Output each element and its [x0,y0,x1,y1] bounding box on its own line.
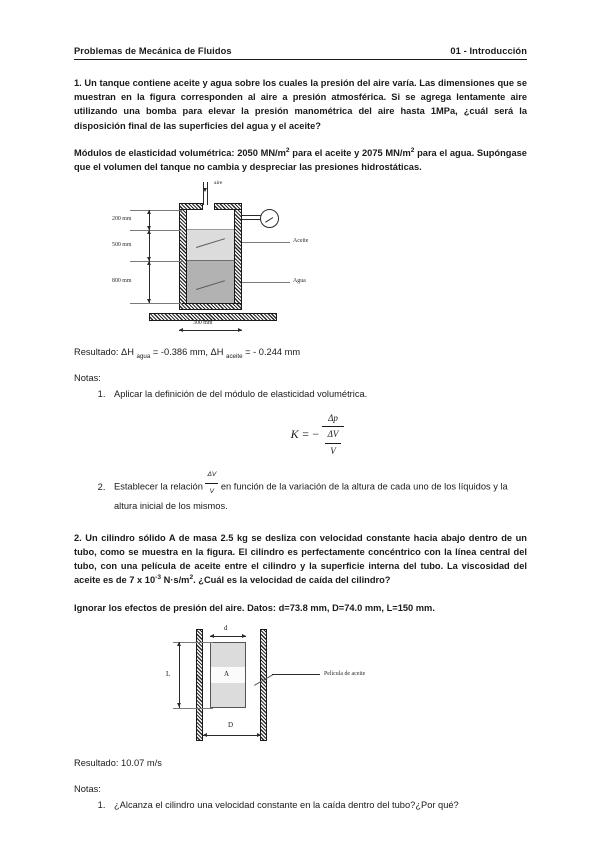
problem-1-moduli [74,146,527,174]
problem-2-notas-list [74,798,527,814]
dim-d-label: d [224,623,228,632]
oil-label: Aceite [293,238,309,245]
bulk-modulus-formula [108,411,527,460]
air-region [187,210,234,230]
problem-1-notas-label: Notas: [74,373,101,384]
modulus-oil-units-exponent: 2 [285,146,290,154]
moduli-suffix: para el agua. Supóngase que el volumen del tanque no cambia y despreciar las presiones hidrostáticas. [74,147,527,173]
air-label: aire [214,180,223,187]
dim-line-D [203,735,261,736]
nota-2-fraction [205,467,218,499]
dim-d-arrow-left-icon [210,634,214,638]
cylinder-label-A: A [224,669,230,678]
ext-line-1 [130,210,182,211]
problem-2-units-exponent: 2 [189,574,194,582]
page-content [74,46,527,815]
result-1-prefix: Resultado: ΔH [74,347,137,358]
problem-2-text-2: N·s/m [161,575,190,586]
oil-film-label: Película de aceite [324,670,366,677]
problem-2-notas-label: Notas: [74,783,101,794]
result-1-sub-aceite: aceite [226,353,243,361]
dim-width-arrow-left-icon [179,328,183,332]
problem-1-statement [74,76,527,133]
formula-inner-denominator: V [325,443,342,460]
dim-water-arrow-up-icon [147,261,151,265]
dim-d-arrow-right-icon [242,634,246,638]
tank-top-left [179,203,203,210]
dim-D-arrow-right-icon [257,733,261,737]
dim-water-label: 800 mm [112,278,132,285]
problem-2-data-line: Ignorar los efectos de presión del aire. Datos: d=73.8 mm, D=74.0 mm, L=150 mm. [74,602,435,613]
dim-line-water [149,261,150,303]
result-1-mid: = -0.386 mm, ΔH [150,347,227,358]
problem-2-text-1: Un cilindro sólido A de masa 2.5 kg se desliza con velocidad constante hacia abajo dentro de un tubo, como se muestra en la figura. El cilindro es perfectamente concéntrico con la línea central del tubo, con una película de aceite entre el cilindro y la superficie interna del tubo. La viscosidad del aceite es de 7 x 10 [74,532,527,586]
ext-line-4 [130,303,182,304]
ext-line-3 [130,261,182,262]
tank-wall-left [179,203,187,310]
figure-tank [74,180,527,334]
moduli-mid: para el aceite y [289,147,363,158]
formula-inner-numerator: ΔV [327,429,339,440]
problem-2-nota-1: 1. ¿Alcanza el cilindro una velocidad constante en la caída dentro del tubo?¿Por qué? [108,798,527,814]
dim-L-label: L [166,669,171,678]
problem-2-statement [74,531,527,588]
tank-wall-right [234,203,242,310]
result-1-sub-agua: agua [136,353,151,361]
problem-1-number: 1. [74,78,82,88]
formula-main-fraction [322,411,345,460]
modulus-water-units: MN/m [382,147,411,158]
problem-1-nota-1: 1. Aplicar la definición de del módulo de elasticidad volumétrica. [108,387,527,403]
formula-numerator: Δp [328,412,338,423]
dim-width-arrow-right-icon [238,328,242,332]
modulus-oil-value: 2050 [237,147,258,158]
dim-oil-label: 500 mm [112,242,132,249]
moduli-prefix: Módulos de elasticidad volumétrica: [74,147,238,158]
modulus-oil-units: MN/m [257,147,286,158]
modulus-water-value: 2075 [362,147,383,158]
nota-2-part-1: Establecer la relación [114,481,206,492]
problem-2-text-3: . ¿Cuál es la velocidad de caída del cilindro? [193,575,391,586]
problem-1-text: Un tanque contiene aceite y agua sobre los cuales la presión del aire varía. Las dimensiones que se muestran en la figura corresponden al aire a presión atmosférica. Si se agrega lentamente aire utilizando una bomba para elevar la presión manométrica del aire hasta 1MPa, ¿cuál será la disposición final de las superficies del agua y el aceite? [74,78,527,131]
tank-top-right [214,203,242,210]
formula-denominator-fraction [322,426,345,459]
formula-inner-fraction [325,427,342,459]
tank-base-plate [149,313,277,321]
dim-line-width [179,330,242,331]
film-leader-line [272,674,320,675]
result-1-suffix: = - 0.244 mm [242,347,301,358]
tube-wall-right [260,629,267,741]
oil-region [187,230,234,261]
figure-cylinder-tube [74,623,527,745]
problem-1-result [74,345,527,359]
tank-bottom [179,303,242,310]
ext-line-2 [130,230,182,231]
problem-2-viscosity-exponent: -3 [155,574,162,582]
oil-leader-line [242,242,290,243]
dim-L-arrow-up-icon [177,642,181,646]
dim-width-label: 300 mm [193,320,213,327]
air-inlet-arrow-icon [203,188,207,192]
modulus-water-units-exponent: 2 [410,146,415,154]
formula-K: K [290,426,299,441]
problem-2-result: Resultado: 10.07 m/s [74,757,162,768]
tube-wall-left [196,629,203,741]
page-header [74,46,527,60]
formula-minus: − [311,426,320,441]
dim-oil-arrow-down-icon [147,257,151,261]
header-title-left: Problemas de Mecánica de Fluidos [74,46,232,56]
water-region [187,261,234,303]
nota-2-frac-numerator: ΔV [207,471,217,479]
water-label: Agua [293,278,306,285]
dim-oil-arrow-up-icon [147,230,151,234]
dim-line-L [179,642,180,708]
dim-L-arrow-down-icon [177,703,181,707]
ext-line-L-bottom [173,708,213,709]
air-inlet-pipe [203,182,208,205]
problem-2-number: 2. [74,532,82,543]
dim-D-label: D [228,720,234,729]
dim-air-label: 200 mm [112,216,132,223]
dim-water-arrow-down-icon [147,299,151,303]
problem-1-notas-list [74,387,527,515]
water-leader-line [242,282,290,283]
header-title-right: 01 - Introducción [450,46,527,56]
nota-2-part-2: en función de la variación de la altura de cada uno de los líquidos y la altura inicial de los mismos. [114,481,508,512]
dim-D-arrow-left-icon [203,733,207,737]
dim-air-arrow-up-icon [147,210,151,214]
dim-air-arrow-down-icon [147,226,151,230]
problem-1-nota-2 [108,467,527,515]
nota-2-frac-denominator: V [205,483,218,500]
formula-equals: = [301,426,310,441]
